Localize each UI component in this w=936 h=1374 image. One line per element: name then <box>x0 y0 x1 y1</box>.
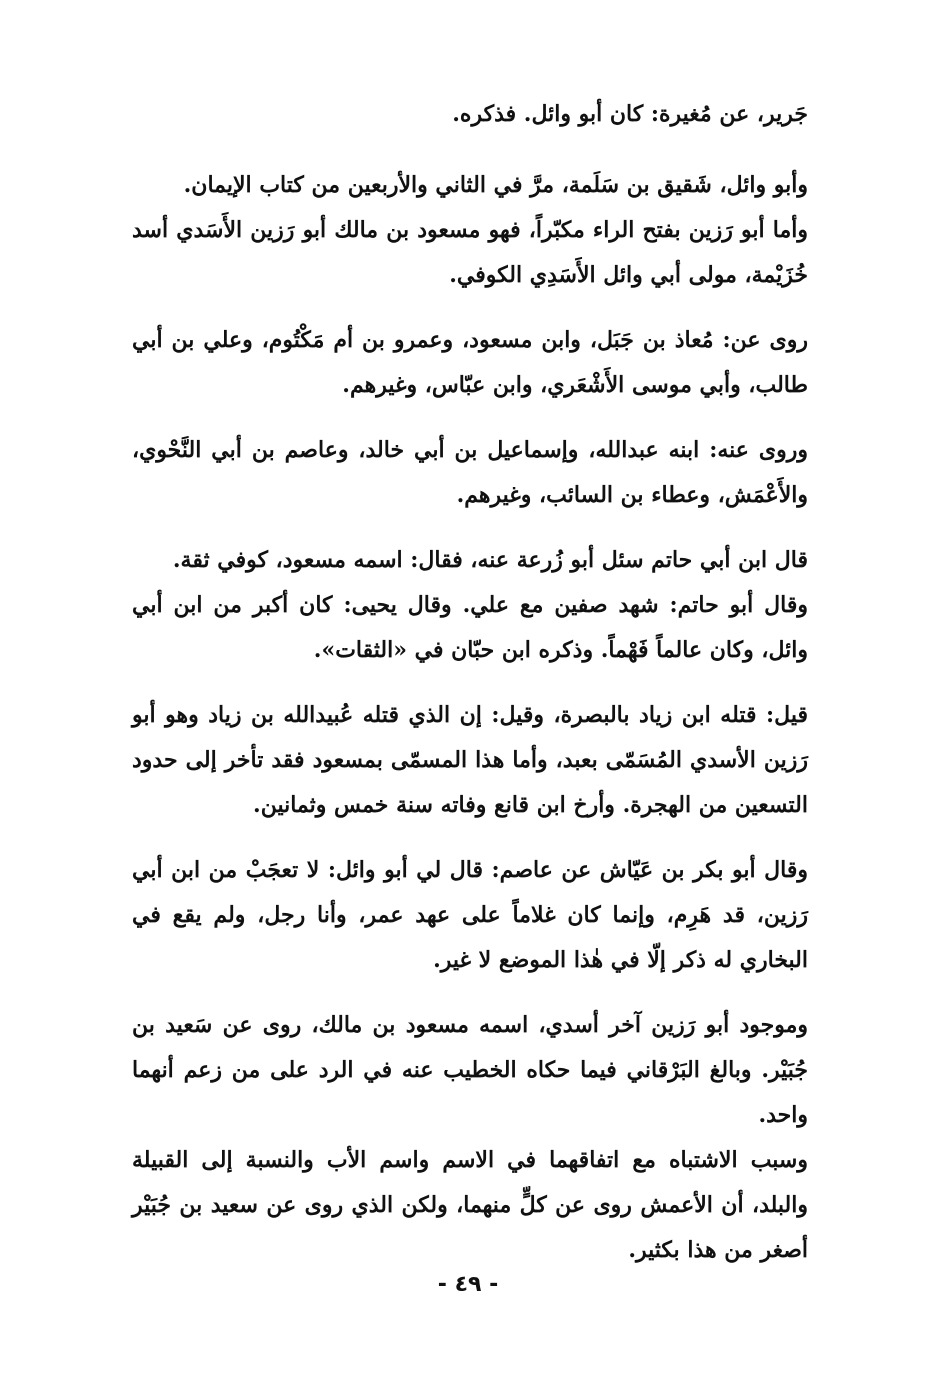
paragraph-narrated-by: وروى عنه: ابنه عبدالله، وإسماعيل بن أبي خالد، وعاصم بن أبي النَّحْوي، والأَعْمَش، وعطاء بن السائب، وغيرهم. <box>132 437 808 508</box>
page-number: - ٤٩ - <box>437 1272 499 1297</box>
paragraph-death: قيل: قتله ابن زياد بالبصرة، وقيل: إن الذي قتله عُبيدالله بن زياد وهو أبو رَزين الأسدي المُسَمّى بعبد، وأما هذا المسمّى بمسعود فقد تأخر إلى حدود التسعين من الهجرة. وأرخ ابن قانع وفاته سنة خمس وثمانين. <box>132 702 808 818</box>
paragraph-abu-hatim: وقال أبو حاتم: شهد صفين مع علي. وقال يحيى: كان أكبر من ابن أبي وائل، وكان عالماً فَهْماً. وذكره ابن حبّان في «الثقات». <box>132 592 808 663</box>
page-body <box>132 92 808 1273</box>
paragraph-another-abu-razin: وموجود أبو رَزين آخر أسدي، اسمه مسعود بن مالك، روى عن سَعيد بن جُبَيْر. وبالغ البَرْقاني فيما حكاه الخطيب عنه في الرد على من زعم أنهما واحد. <box>132 1012 808 1128</box>
paragraph-abu-wail: وأبو وائل، شَقيق بن سَلَمة، مرَّ في الثاني والأربعين من كتاب الإيمان. <box>183 172 808 198</box>
paragraph-abu-razin-intro: وأما أبو رَزين بفتح الراء مكبّراً، فهو مسعود بن مالك أبو رَزين الأَسَدي أسد خُزَيْمة، مولى أبي وائل الأَسَدِي الكوفي. <box>132 217 808 288</box>
paragraph-narrated-from: روى عن: مُعاذ بن جَبَل، وابن مسعود، وعمرو بن أم مَكْتُوم، وعلي بن أبي طالب، وأبي موسى الأَشْعَري، وابن عبّاس، وغيرهم. <box>132 327 808 398</box>
paragraph-abu-zura: قال ابن أبي حاتم سئل أبو زُرعة عنه، فقال: اسمه مسعود، كوفي ثقة. <box>172 547 808 573</box>
paragraph-abu-bakr: وقال أبو بكر بن عَيّاش عن عاصم: قال لي أبو وائل: لا تعجَبْ من ابن أبي رَزين، قد هَرِم، وإنما كان غلاماً على عهد عمر، وأنا رجل، ولم يقع في البخاري له ذكر إلّا في هٰذا الموضع لا غير. <box>132 857 808 973</box>
paragraph-source-jarir: جَرير، عن مُغيرة: كان أبو وائل. فذكره. <box>452 101 808 127</box>
paragraph-confusion-reason: وسبب الاشتباه مع اتفاقهما في الاسم واسم الأب والنسبة إلى القبيلة والبلد، أن الأعمش روى عن كلٍّ منهما، ولكن الذي روى عن سعيد بن جُبَيْر أصغر من هذا بكثير. <box>132 1147 808 1263</box>
